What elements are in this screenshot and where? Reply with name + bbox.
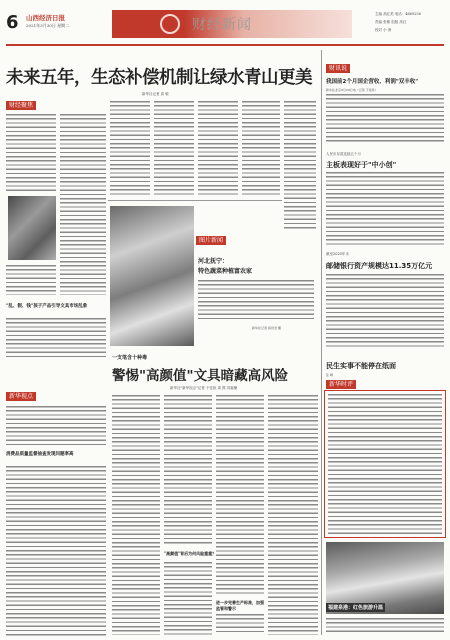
feature-byline: 新华社"新华视点"记者 于佳欣 周 圆 刘嘉楠 <box>170 386 238 390</box>
right-byline-1: 新华社北京3月29日电（记者 于佳欣） <box>326 88 378 92</box>
main-headline: 未来五年，生态补偿机制让绿水青山更美 <box>6 68 312 88</box>
article-text <box>284 101 316 231</box>
right-title-1: 我国前2个月国企营收、利润"双丰收" <box>326 79 419 85</box>
article-photo-portrait <box>8 196 56 260</box>
article-text <box>164 395 212 545</box>
right-title-4: 民生实事不能停在纸面 <box>326 362 396 370</box>
right-title-2: 主板表现好于"中小创" <box>326 161 397 169</box>
page-number: 6 <box>6 12 19 33</box>
column-divider <box>108 200 282 201</box>
section-tag-photo-news: 图片新闻 <box>196 236 226 245</box>
article-text <box>326 618 444 635</box>
section-title: 财经新闻 <box>192 17 252 33</box>
photo-caption-red-tourism: 福建泉港：红色旅游升温 <box>328 605 384 611</box>
article-text <box>216 614 264 635</box>
feature-kicker: 一支笔含十种毒 <box>112 355 148 361</box>
article-text <box>328 394 442 534</box>
left-subhead-2: 消费品质量监督抽查发现问题率高 <box>6 452 74 457</box>
right-date-3: 截至2020年末 <box>326 252 349 256</box>
right-title-3: 邮储银行资产规模达11.35万亿元 <box>326 262 433 270</box>
photo-caption-text <box>198 280 314 320</box>
section-tag-finance: 财经聚焦 <box>6 101 36 110</box>
news-photo-vegetables <box>110 206 194 346</box>
section-tag-news-view: 新华视点 <box>6 392 36 401</box>
editor-line-3: 校对 小 涛 <box>375 28 392 32</box>
banner-decoration <box>160 14 180 34</box>
article-text <box>6 406 106 446</box>
article-text <box>154 101 194 196</box>
article-text <box>198 101 238 196</box>
article-text <box>6 318 106 360</box>
left-subhead-1: "乱、假、钱"孩子产品引导文具市场乱象 <box>6 304 88 309</box>
photo-title-line2: 特色蔬菜种植富农家 <box>198 268 253 275</box>
article-text <box>326 274 444 348</box>
article-text <box>6 265 56 295</box>
article-text <box>242 101 280 196</box>
masthead-rule <box>6 44 444 46</box>
article-text <box>6 466 106 636</box>
feature-subhead-bottom-line2: 监管和警示 <box>216 606 236 611</box>
article-text <box>268 395 318 635</box>
article-text <box>6 114 56 192</box>
article-text <box>112 395 160 635</box>
feature-subhead-bottom-line1: 进一步完善生产标准，加强 <box>216 600 264 605</box>
editor-line-1: 主编 高红美 电话：4669256 <box>375 12 421 16</box>
editor-line-2: 责编 张敏 组版 高红 <box>375 20 407 24</box>
article-text <box>164 562 212 635</box>
right-column-divider <box>321 50 322 635</box>
section-tag-commentary: 新华时评 <box>326 380 356 389</box>
headline-byline: 新华社记者 高 敏 <box>142 92 169 96</box>
issue-date: 2021年3月30日 星期二 <box>26 23 70 28</box>
photo-title-line1: 河北抚宁： <box>198 258 229 265</box>
paper-name: 山西经济日报 <box>26 14 65 22</box>
feature-subhead-mid: "高颜值"背后为何风险重重？ <box>164 551 217 556</box>
article-text <box>60 114 106 295</box>
masthead <box>0 0 450 50</box>
article-text <box>216 395 264 595</box>
article-text <box>110 101 150 196</box>
article-text <box>326 94 444 144</box>
article-text <box>326 172 444 246</box>
right-tag-2: 人民币存款连续五个月 <box>326 152 361 156</box>
section-tag-caixun: 财讯说 <box>326 64 350 73</box>
section-banner <box>112 10 352 38</box>
right-byline-4: 张 晴 <box>326 373 333 377</box>
photo-credit: 新华社记者 杨世尧 摄 <box>252 326 281 330</box>
feature-headline: 警惕"高颜值"文具暗藏高风险 <box>112 368 289 384</box>
